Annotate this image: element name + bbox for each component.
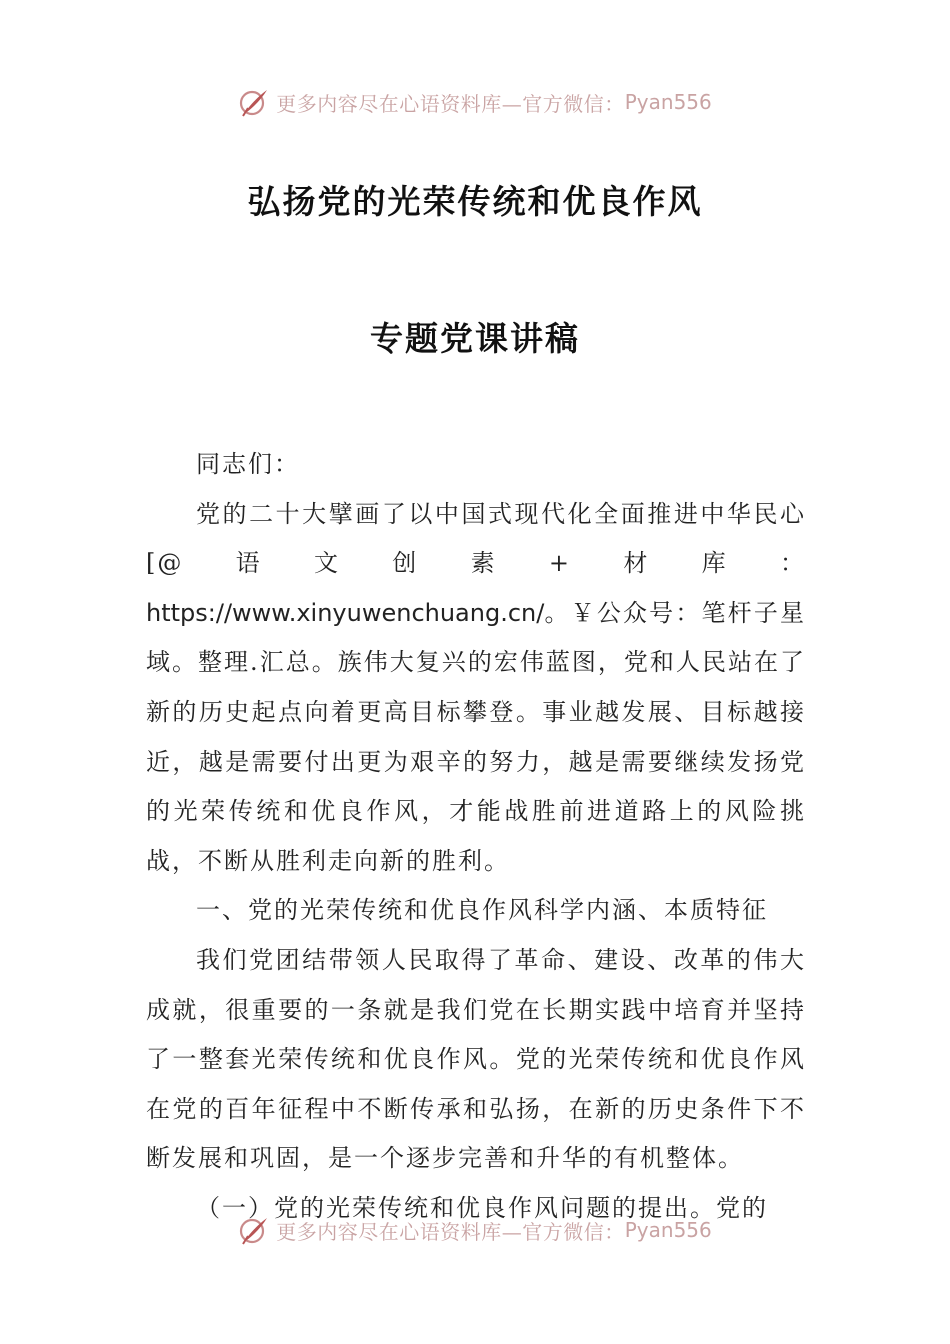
document-title: 弘扬党的光荣传统和优良作风 — [247, 182, 703, 221]
greeting: 同志们： — [196, 450, 300, 478]
paragraph-3: （一）党的光荣传统和优良作风问题的提出。党的 — [196, 1193, 768, 1222]
paragraph-1-part-a: 党的二十大擘画了以中国式现代化全面推进中华民心[@语文创素+材库： — [146, 499, 806, 578]
watermark-banner-top — [0, 82, 950, 122]
document-body — [146, 440, 806, 1234]
document-subtitle: 专题党课讲稿 — [370, 319, 580, 358]
paragraph-1-part-b: 。￥公众号：笔杆子星域。整理.汇总。族伟大复兴的宏伟蓝图，党和人民站在了新的历史起点向着更高目标攀登。事业越发展、目标越接近，越是需要付出更为艰辛的努力，越是需要继续发扬党的光荣传统和优良作风，才能战胜前进道路上的风险挑战，不断从胜利走向新的胜利。 — [146, 598, 806, 875]
watermark-banner-bottom — [0, 1210, 950, 1250]
quill-logo-icon — [238, 1214, 270, 1246]
section-heading-1: 一、党的光荣传统和优良作风科学内涵、本质特征 — [196, 896, 768, 925]
inline-url: https://www.xinyuwenchuang.cn/ — [146, 598, 545, 627]
paragraph-2: 我们党团结带领人民取得了革命、建设、改革的伟大成就，很重要的一条就是我们党在长期实践中培育并坚持了一整套光荣传统和优良作风。党的光荣传统和优良作风在党的百年征程中不断传承和弘扬，在新的历史条件下不断发展和巩固，是一个逐步完善和升华的有机整体。 — [146, 945, 806, 1173]
watermark-text: 更多内容尽在心语资料库—官方微信： — [276, 1219, 625, 1244]
quill-logo-icon — [238, 86, 270, 118]
watermark-wechat-id: Pyan556 — [624, 1218, 712, 1242]
paragraph-1 — [146, 490, 806, 887]
watermark-wechat-id: Pyan556 — [624, 90, 712, 114]
watermark-text: 更多内容尽在心语资料库—官方微信： — [276, 91, 625, 116]
